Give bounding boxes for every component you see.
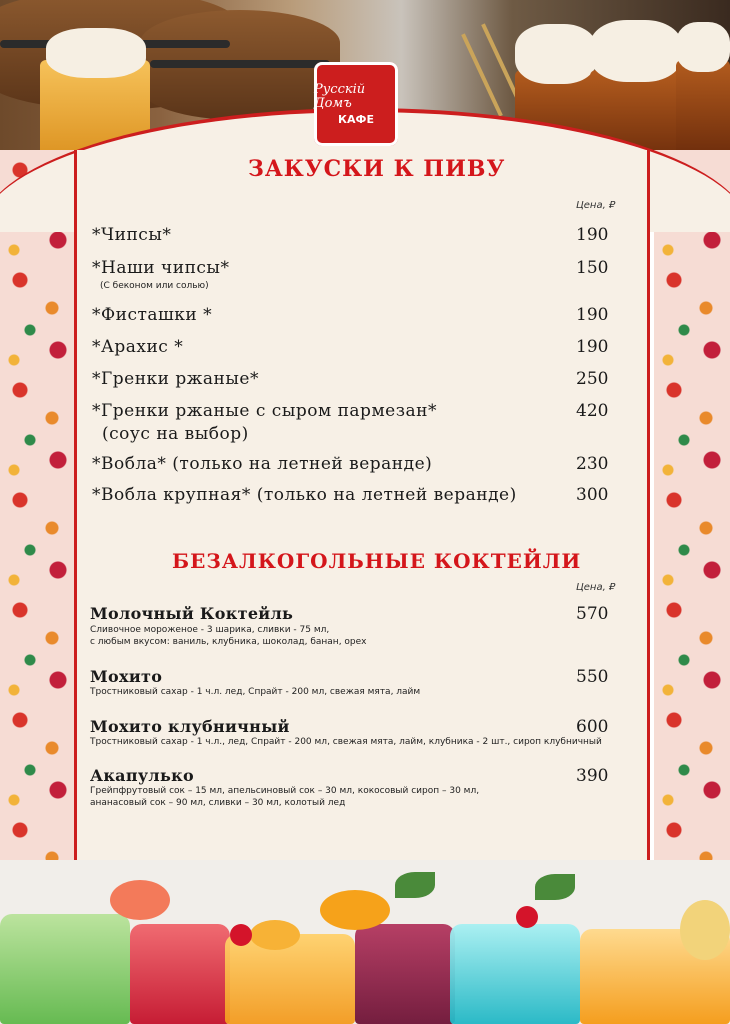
cocktail-price: 390 (576, 766, 609, 786)
cocktail-price: 600 (576, 717, 609, 737)
orange-slice (250, 920, 300, 950)
cocktail-glass-image (450, 924, 580, 1024)
menu-item-price: 300 (576, 485, 609, 505)
beer-foam (590, 20, 682, 82)
menu-item-price: 190 (576, 225, 609, 245)
cocktail-description: Тростниковый сахар - 1 ч.л., лед, Спрайт - 200 мл, свежая мята, лайм, клубника - 2 шт., сироп клубничный (90, 737, 602, 747)
menu-item-name: *Гренки ржаные с сыром пармезан* (92, 401, 437, 421)
floral-border-right (654, 150, 730, 930)
beer-foam (46, 28, 146, 78)
menu-item-name-continued: (соус на выбор) (102, 424, 249, 444)
cafe-logo (314, 62, 398, 146)
cocktail-description: Сливочное мороженое - 3 шарика, сливки - 75 мл, (90, 625, 330, 635)
mint-leaf-image (535, 874, 575, 900)
menu-item-name: *Чипсы* (92, 225, 172, 245)
menu-item-price: 230 (576, 454, 609, 474)
menu-item-name: *Вобла* (только на летней веранде) (92, 454, 433, 474)
menu-item-price: 420 (576, 401, 609, 421)
cocktail-name: Акапулько (90, 766, 194, 785)
cocktail-description: Тростниковый сахар - 1 ч.л. лед, Спрайт - 200 мл, свежая мята, лайм (90, 687, 421, 697)
section-title-beer-snacks: ЗАКУСКИ К ПИВУ (248, 156, 506, 182)
cocktail-glass-image (225, 934, 355, 1024)
cocktails-photo-footer (0, 860, 730, 1024)
beer-glass-image (676, 60, 730, 160)
menu-item-name: *Наши чипсы* (92, 258, 230, 278)
menu-item-price: 150 (576, 258, 609, 278)
cherry-image (230, 924, 252, 946)
cocktail-glass-image (130, 924, 230, 1024)
barrel-hoop (150, 60, 330, 68)
menu-item-name: *Фисташки * (92, 305, 213, 325)
menu-item-name: *Гренки ржаные* (92, 369, 259, 389)
logo-subtitle: КАФЕ (338, 112, 374, 126)
price-header: Цена, ₽ (576, 200, 616, 211)
mint-leaf-image (395, 872, 435, 898)
cocktail-name: Мохито (90, 667, 163, 686)
cocktail-glass-image (355, 924, 455, 1024)
cocktail-description: Грейпфрутовый сок – 15 мл, апельсиновый сок – 30 мл, кокосовый сироп – 30 мл, (90, 786, 480, 796)
section-title-soft-cocktails: БЕЗАЛКОГОЛЬНЫЕ КОКТЕЙЛИ (172, 549, 582, 573)
menu-item-name: *Вобла крупная* (только на летней веранде) (92, 485, 517, 505)
cocktail-price: 570 (576, 604, 609, 624)
floral-border-left (0, 150, 76, 930)
menu-item-price: 190 (576, 337, 609, 357)
beer-foam (676, 22, 730, 72)
lemon-slice (680, 900, 730, 960)
menu-item-price: 190 (576, 305, 609, 325)
grapefruit-slice (110, 880, 170, 920)
cherry-image (516, 906, 538, 928)
cocktail-description: с любым вкусом: ваниль, клубника, шоколад, банан, орех (90, 637, 367, 647)
cocktail-description: ананасовый сок – 90 мл, сливки – 30 мл, колотый лед (90, 798, 346, 808)
menu-item-price: 250 (576, 369, 609, 389)
logo-name: Русскiй Домъ (314, 81, 366, 111)
cocktail-price: 550 (576, 667, 609, 687)
price-header: Цена, ₽ (576, 582, 616, 593)
cocktail-glass-image (0, 914, 130, 1024)
menu-item-name: *Арахис * (92, 337, 184, 357)
cocktail-name: Молочный Коктейль (90, 604, 294, 623)
menu-item-note: (С беконом или солью) (100, 281, 209, 291)
wheat-image (461, 33, 503, 116)
cocktail-name: Мохито клубничный (90, 717, 290, 736)
beer-foam (515, 24, 597, 84)
orange-slice (320, 890, 390, 930)
